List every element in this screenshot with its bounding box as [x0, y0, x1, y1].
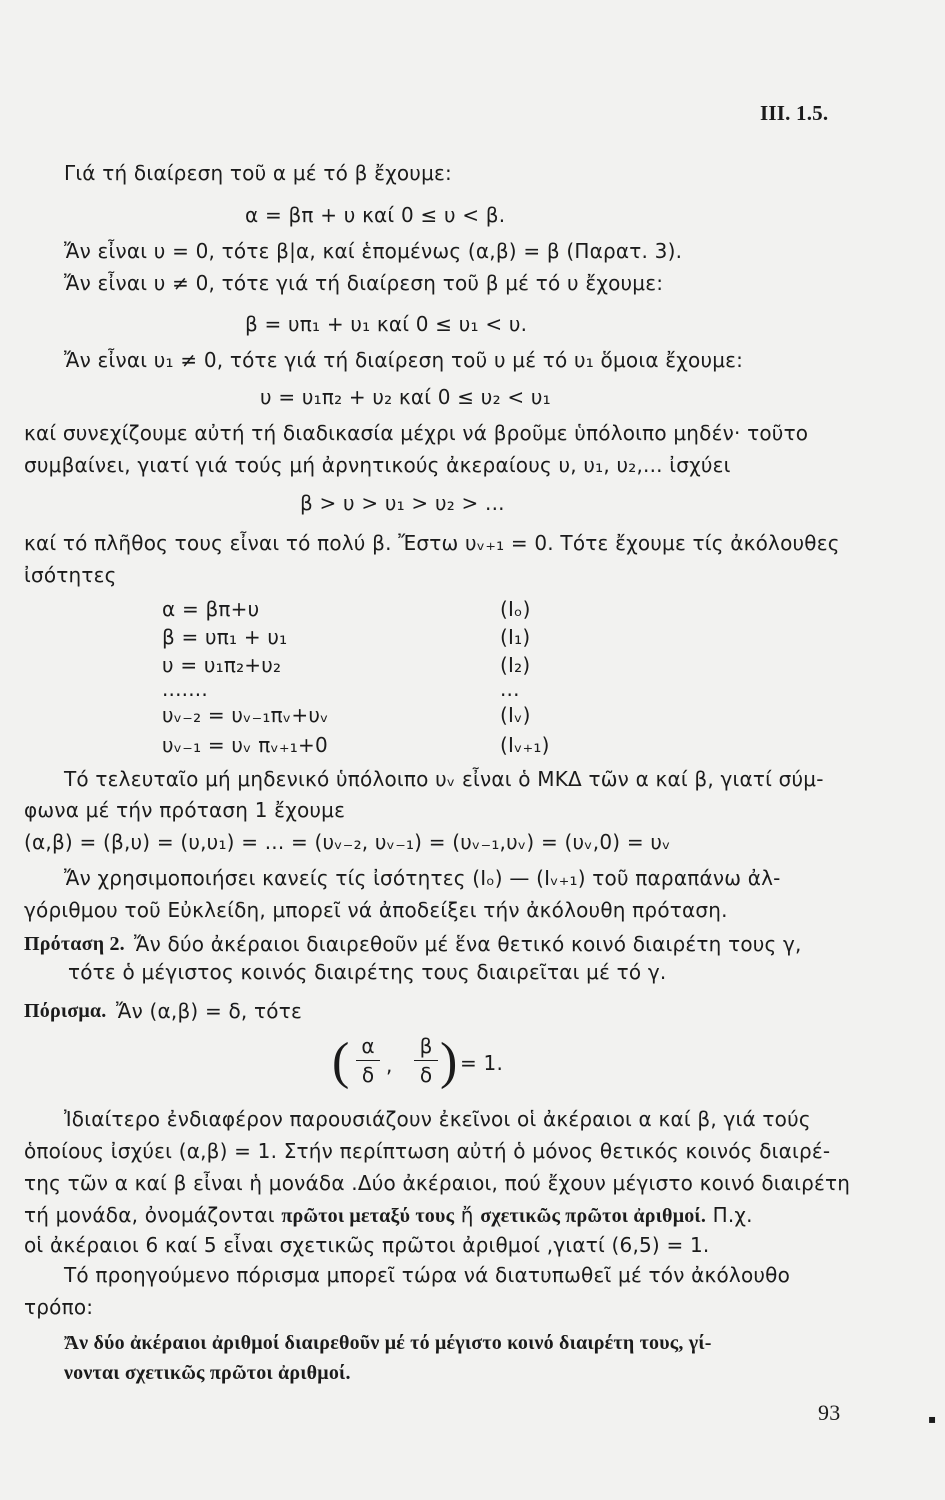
page-number: 93 — [818, 1400, 841, 1425]
fraction-numerator: α — [361, 1034, 375, 1058]
algorithm-label: (I₂) — [500, 653, 531, 677]
fraction-alpha-delta — [356, 1034, 380, 1087]
fraction-bar — [356, 1060, 380, 1061]
scan-mark: ▪ — [928, 1412, 937, 1426]
text-line: Τό τελευταῖο μή μηδενικό ὑπόλοιπο υᵥ εἶναι ὁ ΜΚΔ τῶν α καί β, γιατί σύμ- — [64, 767, 824, 791]
text-span: τή μονάδα, ὀνομάζονται — [24, 1203, 275, 1227]
text-span: ἤ — [460, 1203, 474, 1227]
algorithm-label: (Iᵥ₊₁) — [500, 733, 550, 757]
final-statement: νονται σχετικῶς πρῶτοι ἀριθμοί. — [64, 1362, 351, 1384]
algorithm-equation: α = βπ+υ — [162, 597, 260, 621]
proposition-text: τότε ὁ μέγιστος κοινός διαιρέτης τους διαιρεῖται μέ τό γ. — [68, 960, 667, 984]
text-line: τρόπο: — [24, 1295, 94, 1319]
algorithm-equation: ....... — [162, 677, 208, 701]
text-line: Ἄν εἶναι υ ≠ 0, τότε γιά τή διαίρεση τοῦ β μέ τό υ ἔχουμε: — [64, 271, 664, 295]
text-line: ἰσότητες — [24, 563, 117, 587]
text-line: καί τό πλῆθος τους εἶναι τό πολύ β. Ἔστω υᵥ₊₁ = 0. Τότε ἔχουμε τίς ἀκόλουθες — [24, 531, 840, 555]
right-paren: ) — [440, 1033, 458, 1090]
text-line: ὁποίους ἰσχύει (α,β) = 1. Στήν περίπτωση αὐτή ὁ μόνος θετικός κοινός διαιρέ- — [24, 1139, 831, 1163]
left-paren: ( — [332, 1033, 350, 1090]
corollary-text: Ἄν (α,β) = δ, τότε — [116, 999, 302, 1023]
text-line: Ἄν χρησιμοποιήσει κανείς τίς ἰσότητες (Iₒ) — (Iᵥ₊₁) τοῦ παραπάνω ἀλ- — [64, 866, 781, 890]
corollary-label: Πόρισμα. — [24, 1000, 107, 1022]
text-line — [24, 1202, 753, 1229]
equation: α = βπ + υ καί 0 ≤ υ < β. — [245, 203, 506, 227]
fraction-denominator: δ — [361, 1063, 375, 1087]
text-line: Ἄν εἶναι υ₁ ≠ 0, τότε γιά τή διαίρεση τοῦ υ μέ τό υ₁ ὅμοια ἔχουμε: — [64, 348, 744, 372]
algorithm-label: (I₁) — [500, 625, 531, 649]
algorithm-equation: υ = υ₁π₂+υ₂ — [162, 653, 282, 677]
text-line: γόριθμου τοῦ Εὐκλείδη, μπορεῖ νά ἀποδείξει τήν ἀκόλουθη πρόταση. — [24, 898, 728, 922]
algorithm-equation: υᵥ₋₁ = υᵥ πᵥ₊₁+0 — [162, 733, 328, 757]
equation: β = υπ₁ + υ₁ καί 0 ≤ υ₁ < υ. — [245, 312, 528, 336]
final-statement: Ἄν δύο ἀκέραιοι ἀριθμοί διαιρεθοῦν μέ τό μέγιστο κοινό διαιρέτη τους, γί- — [64, 1332, 712, 1354]
proposition-label: Πρόταση 2. — [24, 933, 125, 955]
text-line: Τό προηγούμενο πόρισμα μπορεῖ τώρα νά διατυπωθεῖ μέ τόν ἀκόλουθο — [64, 1263, 791, 1287]
text-line: της τῶν α καί β εἶναι ἡ μονάδα .Δύο ἀκέραιοι, πού ἔχουν μέγιστο κοινό διαιρέτη — [24, 1171, 851, 1195]
fraction-result: = 1. — [460, 1051, 503, 1075]
fraction-beta-delta — [414, 1034, 438, 1087]
term-coprime: πρῶτοι μεταξύ τους — [281, 1205, 455, 1227]
algorithm-equation: υᵥ₋₂ = υᵥ₋₁πᵥ+υᵥ — [162, 703, 329, 727]
equation: (α,β) = (β,υ) = (υ,υ₁) = ... = (υᵥ₋₂, υᵥ₋₁) = (υᵥ₋₁,υᵥ) = (υᵥ,0) = υᵥ — [24, 830, 671, 854]
proposition-text: Ἄν δύο ἀκέραιοι διαιρεθοῦν μέ ἕνα θετικό κοινό διαιρέτη τους γ, — [134, 932, 802, 956]
text-line: Ἰδιαίτερο ἐνδιαφέρον παρουσιάζουν ἐκεῖνοι οἱ ἀκέραιοι α καί β, γιά τούς — [64, 1107, 811, 1131]
equation: υ = υ₁π₂ + υ₂ καί 0 ≤ υ₂ < υ₁ — [260, 385, 551, 409]
text-line: Ἄν εἶναι υ = 0, τότε β|α, καί ἑπομένως (α,β) = β (Παρατ. 3). — [64, 239, 683, 263]
text-span: Π.χ. — [712, 1203, 753, 1227]
equation: β > υ > υ₁ > υ₂ > ... — [300, 491, 505, 515]
text-line: Γιά τή διαίρεση τοῦ α μέ τό β ἔχουμε: — [64, 161, 452, 185]
term-relatively-prime: σχετικῶς πρῶτοι ἀριθμοί. — [480, 1205, 707, 1227]
algorithm-label: ... — [500, 677, 520, 701]
fraction-bar — [414, 1060, 438, 1061]
text-line: καί συνεχίζουμε αὐτή τή διαδικασία μέχρι νά βροῦμε ὑπόλοιπο μηδέν· τοῦτο — [24, 421, 809, 445]
algorithm-equation: β = υπ₁ + υ₁ — [162, 625, 288, 649]
fraction-denominator: δ — [419, 1063, 433, 1087]
text-line: φωνα μέ τήν πρόταση 1 ἔχουμε — [24, 798, 346, 822]
fraction-separator: , — [386, 1053, 393, 1077]
text-line: συμβαίνει, γιατί γιά τούς μή ἀρνητικούς ἀκεραίους υ, υ₁, υ₂,... ἰσχύει — [24, 453, 731, 477]
algorithm-label: (Iᵥ) — [500, 703, 531, 727]
algorithm-label: (Iₒ) — [500, 597, 531, 621]
text-line: οἱ ἀκέραιοι 6 καί 5 εἶναι σχετικῶς πρῶτοι ἀριθμοί ,γιατί (6,5) = 1. — [24, 1233, 710, 1257]
fraction-numerator: β — [419, 1034, 433, 1058]
section-header: III. 1.5. — [760, 101, 829, 125]
